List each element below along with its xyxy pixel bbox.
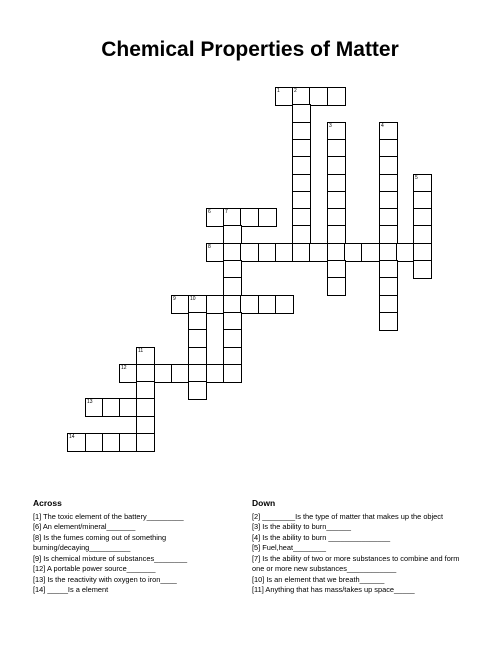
across-clue-8: [8] Is the fumes coming out of something burning/decaying__________ xyxy=(33,532,169,552)
clue-number: 12 xyxy=(121,365,127,371)
crossword-cell[interactable] xyxy=(327,277,346,296)
crossword-cell[interactable] xyxy=(379,225,398,244)
clue-number: 6 xyxy=(208,209,211,215)
across-clue-12: [12] A portable power source_______ xyxy=(33,564,156,573)
crossword-cell[interactable] xyxy=(223,364,242,383)
across-heading: Across xyxy=(33,498,62,508)
crossword-cell[interactable] xyxy=(309,87,328,106)
across-clue-13: [13] Is the reactivity with oxygen to iron____ xyxy=(33,574,177,584)
crossword-cell[interactable] xyxy=(223,225,242,244)
crossword-cell[interactable] xyxy=(188,329,207,348)
crossword-cell[interactable] xyxy=(223,329,242,348)
clue-number: 10 xyxy=(190,296,196,302)
across-clue-9: [9] Is chemical mixture of substances________ xyxy=(33,553,188,563)
across-clue-6: [6] An element/mineral_______ xyxy=(33,522,136,531)
clue-number: 2 xyxy=(294,88,297,94)
crossword-cell[interactable] xyxy=(292,225,311,244)
crossword-cell[interactable] xyxy=(379,312,398,331)
down-clue-2: [2] ________Is the type of matter that makes up the object xyxy=(252,511,444,521)
crossword-cell[interactable] xyxy=(258,208,277,227)
clue-number: 9 xyxy=(173,296,176,302)
crossword-cell[interactable] xyxy=(309,243,328,262)
crossword-cell[interactable] xyxy=(379,156,398,175)
crossword-cell[interactable] xyxy=(292,156,311,175)
clue-number: 14 xyxy=(69,434,75,440)
crossword-cell[interactable] xyxy=(240,295,259,314)
down-clue-7: [7] Is the ability of two or more substances to combine and form one or more new substances____________ xyxy=(252,553,462,573)
down-clues xyxy=(252,498,462,596)
clue-number: 8 xyxy=(208,244,211,250)
crossword-cell[interactable] xyxy=(327,225,346,244)
clue-number: 1 xyxy=(277,88,280,94)
down-clue-5: [5] Fuel,heat________ xyxy=(252,543,326,552)
down-heading: Down xyxy=(252,498,276,508)
down-clue-11: [11] Anything that has mass/takes up space_____ xyxy=(252,585,415,594)
crossword-cell[interactable] xyxy=(292,104,311,123)
clue-number: 7 xyxy=(225,209,228,215)
crossword-cell[interactable] xyxy=(136,433,155,452)
crossword-cell[interactable] xyxy=(413,225,432,244)
crossword-cell[interactable] xyxy=(361,243,380,262)
clue-number: 13 xyxy=(87,399,93,405)
down-clue-10: [10] Is an element that we breath______ xyxy=(252,574,385,584)
clue-number: 3 xyxy=(329,123,332,129)
down-clue-3: [3] Is the ability to burn______ xyxy=(252,522,352,531)
crossword-cell[interactable] xyxy=(327,156,346,175)
crossword-cell[interactable] xyxy=(188,381,207,400)
crossword-cell[interactable] xyxy=(379,277,398,296)
clue-number: 5 xyxy=(415,175,418,181)
crossword-cell[interactable] xyxy=(223,277,242,296)
crossword-cell[interactable] xyxy=(275,295,294,314)
clue-number: 11 xyxy=(138,348,144,354)
across-clue-1: [1] The toxic element of the battery_________ xyxy=(33,511,184,521)
crossword-cell[interactable] xyxy=(240,208,259,227)
clue-number: 4 xyxy=(381,123,384,129)
across-clues xyxy=(33,498,258,596)
across-clue-14: [14] _____Is a element xyxy=(33,585,109,594)
crossword-cell[interactable] xyxy=(67,433,86,452)
puzzle-title: Chemical Properties of Matter xyxy=(101,38,399,61)
crossword-cell[interactable] xyxy=(413,260,432,279)
crossword-cell[interactable] xyxy=(136,398,155,417)
crossword-cell[interactable] xyxy=(240,243,259,262)
down-clue-4: [4] Is the ability to burn _______________ xyxy=(252,532,391,542)
crossword-cell[interactable] xyxy=(327,87,346,106)
